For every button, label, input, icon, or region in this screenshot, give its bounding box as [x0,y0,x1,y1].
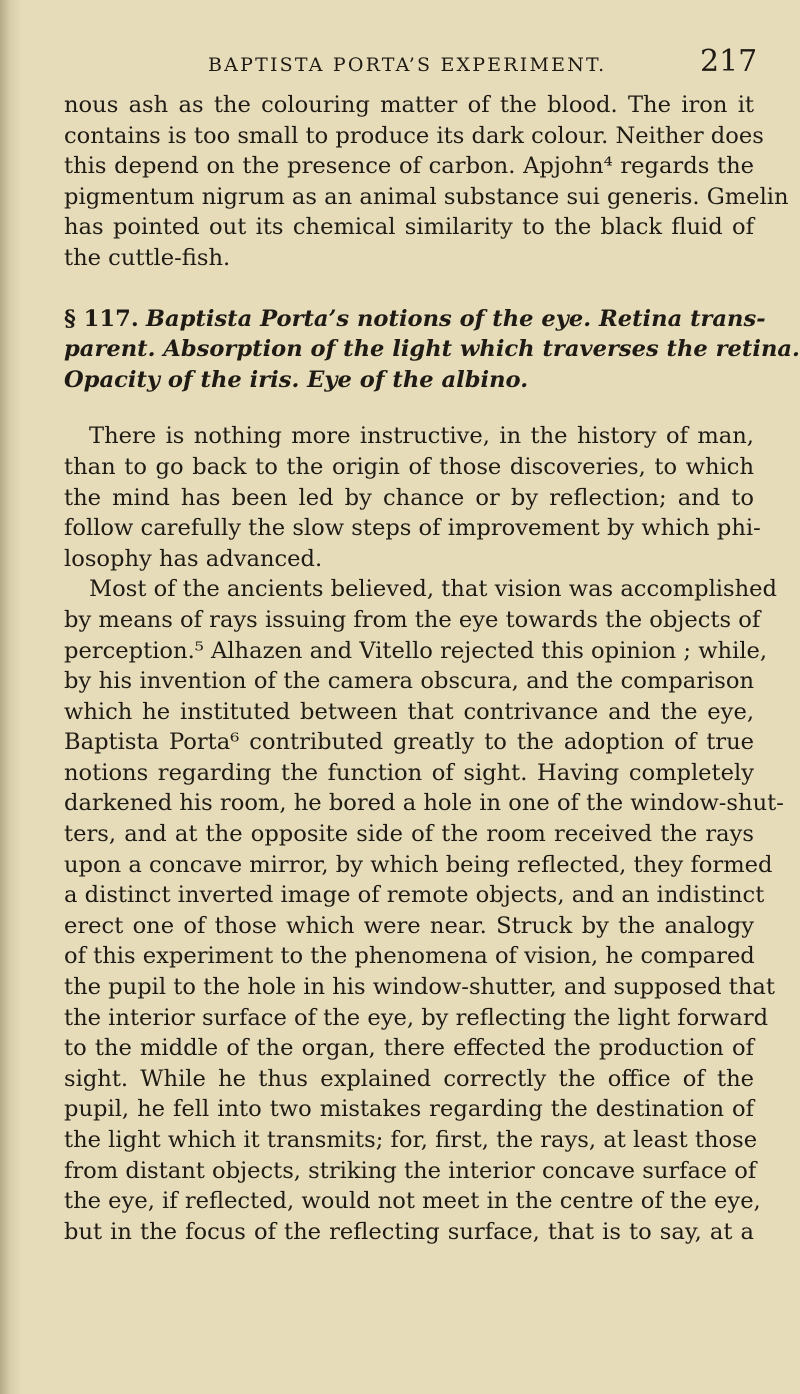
text-line: from distant objects, striking the interior concave surface of [64,1157,757,1184]
page-number: 217 [700,44,758,79]
text-line: pupil, he fell into two mistakes regarding the destination of [64,1096,754,1123]
text-line: notions regarding the function of sight. Having completely [64,759,754,786]
text-line: pigmentum nigrum as an animal substance sui generis. Gmelin [64,183,789,210]
text-line: nous ash as the colouring matter of the blood. The iron it [64,92,754,118]
text-line: by means of rays issuing from the eye towards the objects of [64,606,761,633]
section-title-line: Opacity of the iris. Eye of the albino. [64,366,529,393]
paragraph [64,421,761,574]
text-line: contains is too small to produce its dark colour. Neither does [64,122,764,149]
text-line: the eye, if reflected, would not meet in the centre of the eye, [64,1188,761,1215]
text-line: the light which it transmits; for, first, the rays, at least those [64,1127,758,1153]
running-head: BAPTISTA PORTA’S EXPERIMENT. [208,54,607,76]
text-line: the mind has been led by chance or by reflection; and to [64,484,754,511]
page-header [0,44,800,84]
section-heading [64,304,800,396]
text-line: follow carefully the slow steps of improvement by which phi- [64,515,761,542]
text-line: which he instituted between that contrivance and the eye, [64,698,754,725]
text-line: erect one of those which were near. Struck by the analogy [64,912,754,939]
text-line: darkened his room, he bored a hole in one of the window-shut- [64,790,784,817]
text-line: to the middle of the organ, there effected the production of [64,1035,754,1062]
text-line: upon a concave mirror, by which being reflected, they formed [64,851,773,878]
text-line: the pupil to the hole in his window-shutter, and supposed that [64,974,775,1001]
page-body [64,90,800,1247]
text-line: Most of the ancients believed, that vision was accomplished [89,576,778,603]
text-line: a distinct inverted image of remote objects, and an indistinct [64,882,765,909]
text-line: losophy has advanced. [64,545,323,572]
text-line: There is nothing more instructive, in the history of man, [89,423,754,450]
section-title-line: Baptista Porta’s notions of the eye. Retina trans- [145,305,766,332]
section-number: § 117. [64,305,139,332]
text-line: than to go back to the origin of those discoveries, to which [64,453,754,480]
text-line: of this experiment to the phenomena of vision, he compared [64,943,755,970]
paragraph [64,574,784,1247]
continuation-paragraph [64,90,789,274]
text-line: by his invention of the camera obscura, and the comparison [64,668,754,695]
text-line: this depend on the presence of carbon. Apjohn⁴ regards the [64,153,754,180]
text-line: Baptista Porta⁶ contributed greatly to the adoption of true [64,729,754,756]
text-line: but in the focus of the reflecting surface, that is to say, at a [64,1218,754,1245]
text-line: has pointed out its chemical similarity to the black fluid of [64,214,754,241]
text-line: the interior surface of the eye, by reflecting the light forward [64,1004,769,1031]
text-line: ters, and at the opposite side of the room received the rays [64,821,754,848]
section-title-line: parent. Absorption of the light which traverses the retina. [64,336,800,363]
text-line: the cuttle-fish. [64,244,231,271]
text-line: sight. While he thus explained correctly the office of the [64,1065,754,1092]
section-heading-line [64,304,766,335]
text-line: perception.⁵ Alhazen and Vitello rejected this opinion ; while, [64,637,768,664]
